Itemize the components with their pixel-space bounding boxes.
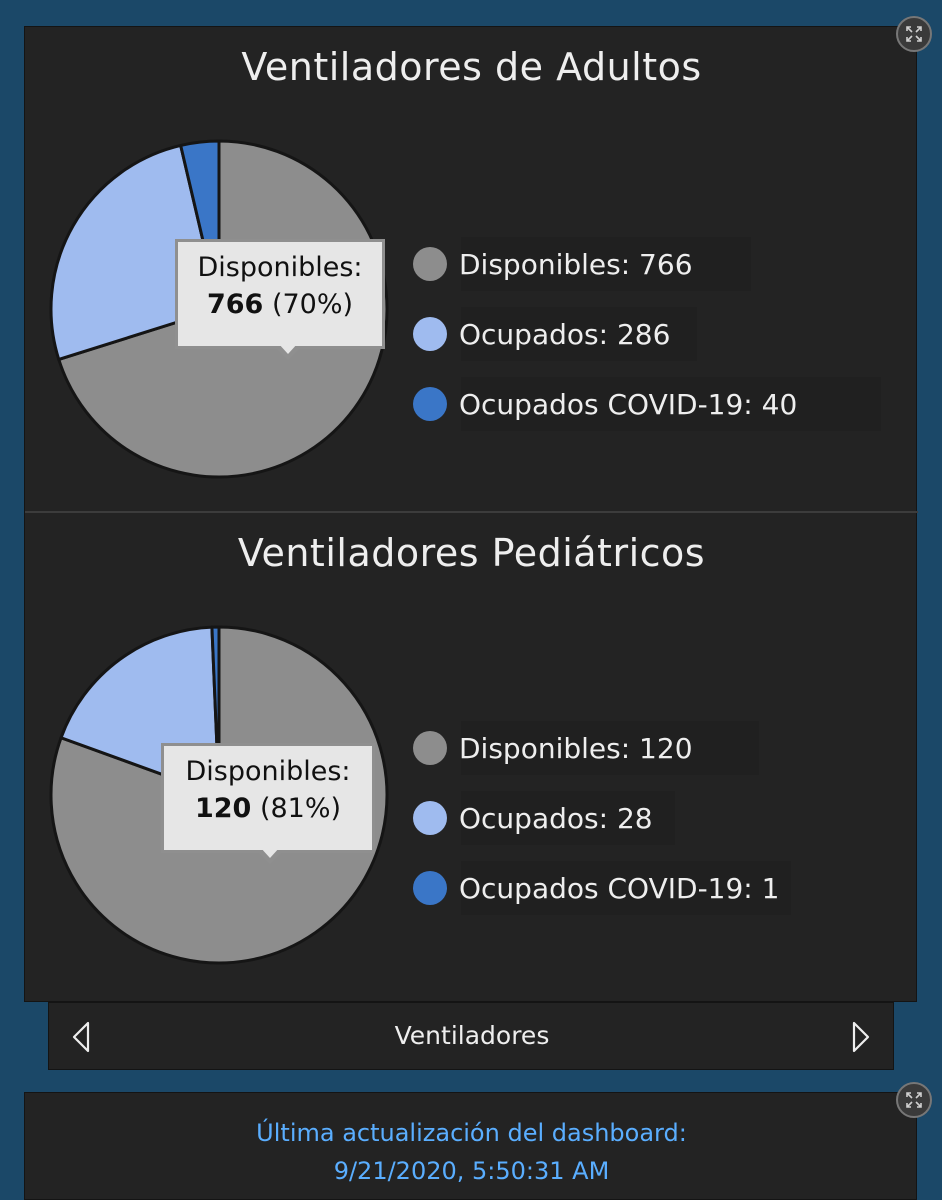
pediatric-legend-label: Ocupados COVID-19: 1 [459,871,780,905]
adult-tooltip-count: 766 [206,289,264,320]
expand-icon-glyph [898,18,930,50]
adult-legend-label: Ocupados: 286 [459,317,671,351]
light-blue-dot-icon [413,317,447,351]
adult-legend-label: Disponibles: 766 [459,247,693,281]
adult-legend-item-ocupados[interactable] [413,299,797,369]
pediatric-legend-item-ocupados[interactable] [413,783,779,853]
blue-dot-icon [413,871,447,905]
pediatric-legend [413,713,779,923]
pediatric-legend-label: Disponibles: 120 [459,731,693,765]
pediatric-tooltip-label: Disponibles: [185,756,351,787]
last-update-panel [24,1092,917,1200]
gray-dot-icon [413,731,447,765]
navigator-label: Ventiladores [394,1021,550,1050]
gray-dot-icon [413,247,447,281]
pediatric-chart-title: Ventiladores Pediátricos [237,531,706,575]
adult-legend-label: Ocupados COVID-19: 40 [459,387,798,421]
pediatric-legend-label: Ocupados: 28 [459,801,653,835]
adult-legend [413,229,797,439]
chevron-right-icon [849,1019,873,1055]
adult-chart-title: Ventiladores de Adultos [241,45,702,89]
pediatric-tooltip-count: 120 [194,793,252,824]
last-update-timestamp: 9/21/2020, 5:50:31 AM [333,1157,610,1185]
last-update-label: Última actualización del dashboard: [256,1119,687,1147]
adult-tooltip [175,239,385,349]
adult-legend-item-covid[interactable] [413,369,797,439]
expand-icon-glyph [898,1084,930,1116]
ventiladores-panel [24,26,917,1002]
adult-legend-item-disponibles[interactable] [413,229,797,299]
adult-section [25,27,918,511]
expand-icon[interactable] [896,16,932,52]
pediatric-legend-item-covid[interactable] [413,853,779,923]
pediatric-section [25,513,918,1001]
pediatric-tooltip-percent: (81%) [259,793,342,824]
pediatric-tooltip-value [164,793,372,824]
adult-tooltip-percent: (70%) [271,289,354,320]
pediatric-legend-item-disponibles[interactable] [413,713,779,783]
chart-navigator [48,1002,894,1070]
light-blue-dot-icon [413,801,447,835]
blue-dot-icon [413,387,447,421]
adult-tooltip-label: Disponibles: [197,252,363,283]
next-button[interactable] [849,1019,873,1055]
expand-icon[interactable] [896,1082,932,1118]
pediatric-tooltip [161,743,375,853]
pediatric-tooltip-arrow [256,850,284,864]
adult-tooltip-arrow [274,346,302,360]
adult-tooltip-value [178,289,382,320]
